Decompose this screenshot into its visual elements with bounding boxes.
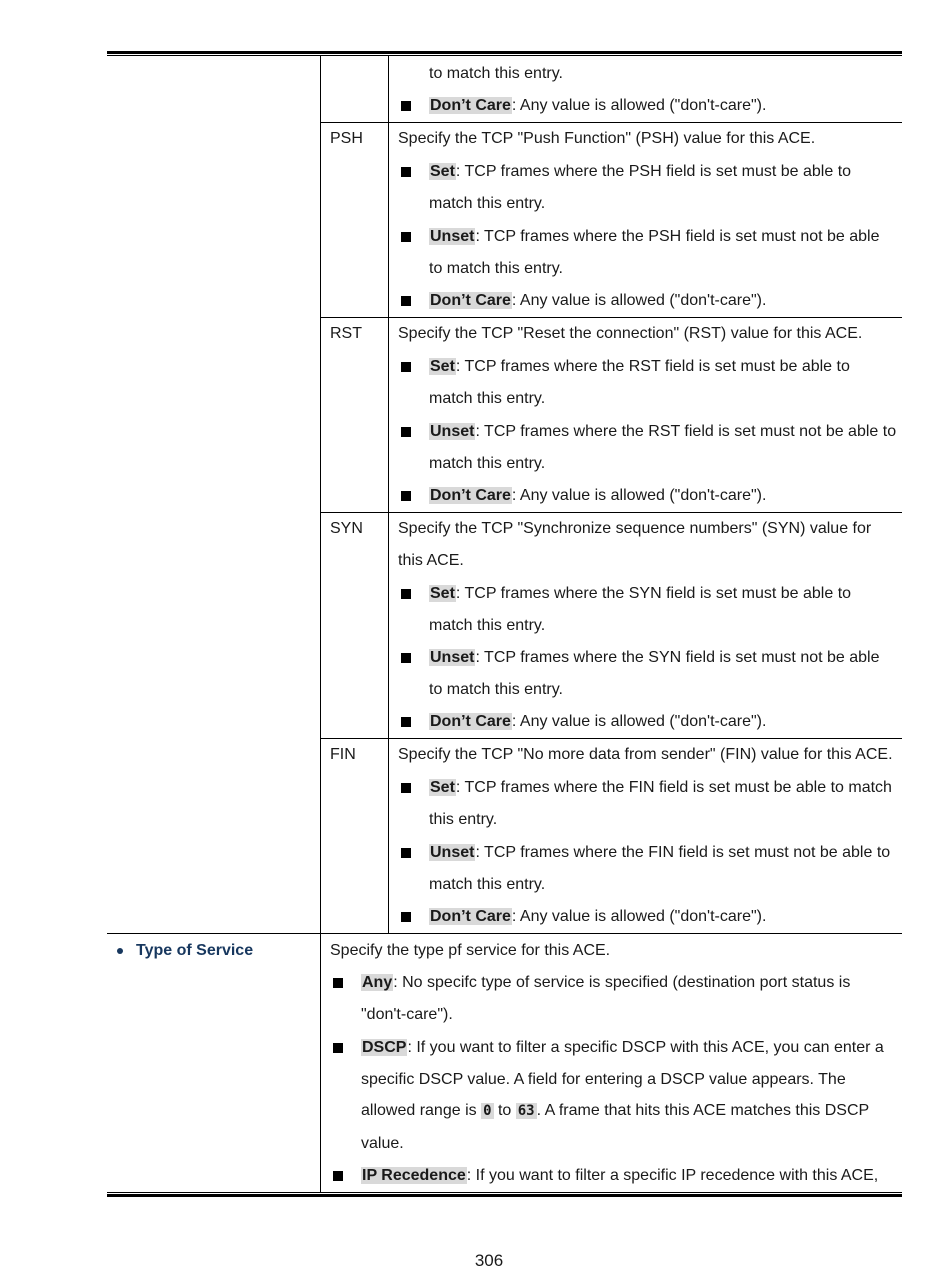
dontcare-text: : Any value is allowed ("don't-care"). <box>511 292 767 309</box>
psh-dontcare-item <box>429 291 766 311</box>
set-label: Set <box>430 163 455 180</box>
tos-dscp-item-cont: specific DSCP value. A field for entering a DSCP value appears. The <box>361 1071 846 1088</box>
dontcare-label: Don’t Care <box>430 908 511 925</box>
square-bullet-icon <box>401 296 411 306</box>
tos-dscp-range-line <box>361 1101 869 1121</box>
row-divider-psh <box>320 122 902 123</box>
flag-name-syn: SYN <box>330 520 363 537</box>
row-divider-fin <box>320 738 902 739</box>
square-bullet-icon <box>401 491 411 501</box>
row-divider-syn <box>320 512 902 513</box>
dontcare-text: : Any value is allowed ("don't-care"). <box>511 713 767 730</box>
fin-unset-item-cont: match this entry. <box>429 876 546 893</box>
range-text-c: . A frame that hits this ACE matches this DSCP <box>536 1102 870 1119</box>
square-bullet-icon <box>333 978 343 988</box>
dscp-max-value: 63 <box>517 1103 535 1119</box>
column-divider-2 <box>388 56 389 933</box>
dontcare-item <box>429 96 766 116</box>
square-bullet-icon <box>401 232 411 242</box>
table-top-rule <box>107 51 902 56</box>
set-label: Set <box>430 358 455 375</box>
any-text: : No specifc type of service is specified (destination port status is <box>393 974 851 991</box>
dontcare-label: Don’t Care <box>430 487 511 504</box>
unset-label: Unset <box>430 423 475 440</box>
syn-description: Specify the TCP "Synchronize sequence numbers" (SYN) value for <box>398 520 872 537</box>
unset-text: : TCP frames where the PSH field is set must not be able <box>475 228 880 245</box>
set-text: : TCP frames where the FIN field is set must be able to match <box>455 779 892 796</box>
iprec-text: : If you want to filter a specific IP recedence with this ACE, <box>466 1167 879 1184</box>
rst-set-item <box>429 357 850 377</box>
range-text-a: allowed range is <box>361 1102 482 1119</box>
tos-any-item <box>361 973 850 993</box>
dscp-text: : If you want to filter a specific DSCP with this ACE, you can enter a <box>407 1039 884 1056</box>
dscp-label: DSCP <box>362 1039 407 1056</box>
unset-text: : TCP frames where the RST field is set must not be able to <box>475 423 897 440</box>
parameter-bullet-icon <box>117 948 123 954</box>
square-bullet-icon <box>401 848 411 858</box>
fin-set-item <box>429 778 892 798</box>
psh-unset-item-cont: to match this entry. <box>429 260 563 277</box>
psh-description: Specify the TCP "Push Function" (PSH) value for this ACE. <box>398 130 816 147</box>
row-divider-tos <box>107 933 902 934</box>
square-bullet-icon <box>401 101 411 111</box>
syn-unset-item-cont: to match this entry. <box>429 681 563 698</box>
unset-text: : TCP frames where the SYN field is set must not be able <box>475 649 880 666</box>
unset-text: : TCP frames where the FIN field is set must not be able to <box>475 844 891 861</box>
dscp-min-value: 0 <box>483 1103 492 1119</box>
set-text: : TCP frames where the RST field is set must be able to <box>455 358 850 375</box>
dontcare-label: Don’t Care <box>430 97 511 114</box>
unset-label: Unset <box>430 844 475 861</box>
tos-dscp-item <box>361 1038 884 1058</box>
square-bullet-icon <box>401 167 411 177</box>
rst-unset-item <box>429 422 896 442</box>
psh-unset-item <box>429 227 880 247</box>
range-text-b: to <box>493 1102 516 1119</box>
rst-unset-item-cont: match this entry. <box>429 455 546 472</box>
square-bullet-icon <box>333 1171 343 1181</box>
tos-description: Specify the type pf service for this ACE. <box>330 942 611 959</box>
square-bullet-icon <box>401 783 411 793</box>
set-text: : TCP frames where the SYN field is set must be able to <box>455 585 852 602</box>
fin-set-item-cont: this entry. <box>429 811 498 828</box>
parameter-name-tos: Type of Service <box>136 942 254 959</box>
square-bullet-icon <box>401 427 411 437</box>
fin-unset-item <box>429 843 890 863</box>
tos-iprec-item <box>361 1166 878 1186</box>
psh-set-item-cont: match this entry. <box>429 195 546 212</box>
flag-name-fin: FIN <box>330 746 356 763</box>
flag-name-rst: RST <box>330 325 362 342</box>
syn-unset-item <box>429 648 880 668</box>
syn-set-item-cont: match this entry. <box>429 617 546 634</box>
set-label: Set <box>430 585 455 602</box>
dontcare-label: Don’t Care <box>430 292 511 309</box>
row-divider-rst <box>320 317 902 318</box>
table-bottom-rule <box>107 1192 902 1197</box>
dontcare-text: : Any value is allowed ("don't-care"). <box>511 487 767 504</box>
square-bullet-icon <box>401 717 411 727</box>
any-label: Any <box>362 974 393 991</box>
fin-description: Specify the TCP "No more data from sender" (FIN) value for this ACE. <box>398 746 893 763</box>
psh-set-item <box>429 162 851 182</box>
rst-set-item-cont: match this entry. <box>429 390 546 407</box>
flag-name-psh: PSH <box>330 130 363 147</box>
dontcare-text: : Any value is allowed ("don't-care"). <box>511 908 767 925</box>
square-bullet-icon <box>401 653 411 663</box>
set-text: : TCP frames where the PSH field is set must be able to <box>455 163 852 180</box>
syn-description-cont: this ACE. <box>398 552 464 569</box>
set-label: Set <box>430 779 455 796</box>
tos-dscp-item-end: value. <box>361 1135 404 1152</box>
dontcare-label: Don’t Care <box>430 713 511 730</box>
continued-line: to match this entry. <box>429 65 563 82</box>
square-bullet-icon <box>401 362 411 372</box>
rst-dontcare-item <box>429 486 766 506</box>
column-divider-1 <box>320 56 321 1193</box>
square-bullet-icon <box>401 912 411 922</box>
square-bullet-icon <box>333 1043 343 1053</box>
syn-set-item <box>429 584 851 604</box>
page-number: 306 <box>474 1251 504 1270</box>
dontcare-text: : Any value is allowed ("don't-care"). <box>511 97 767 114</box>
unset-label: Unset <box>430 649 475 666</box>
iprec-label: IP Recedence <box>362 1167 466 1184</box>
tos-any-item-cont: "don't-care"). <box>361 1006 453 1023</box>
fin-dontcare-item <box>429 907 766 927</box>
syn-dontcare-item <box>429 712 766 732</box>
square-bullet-icon <box>401 589 411 599</box>
unset-label: Unset <box>430 228 475 245</box>
rst-description: Specify the TCP "Reset the connection" (RST) value for this ACE. <box>398 325 863 342</box>
